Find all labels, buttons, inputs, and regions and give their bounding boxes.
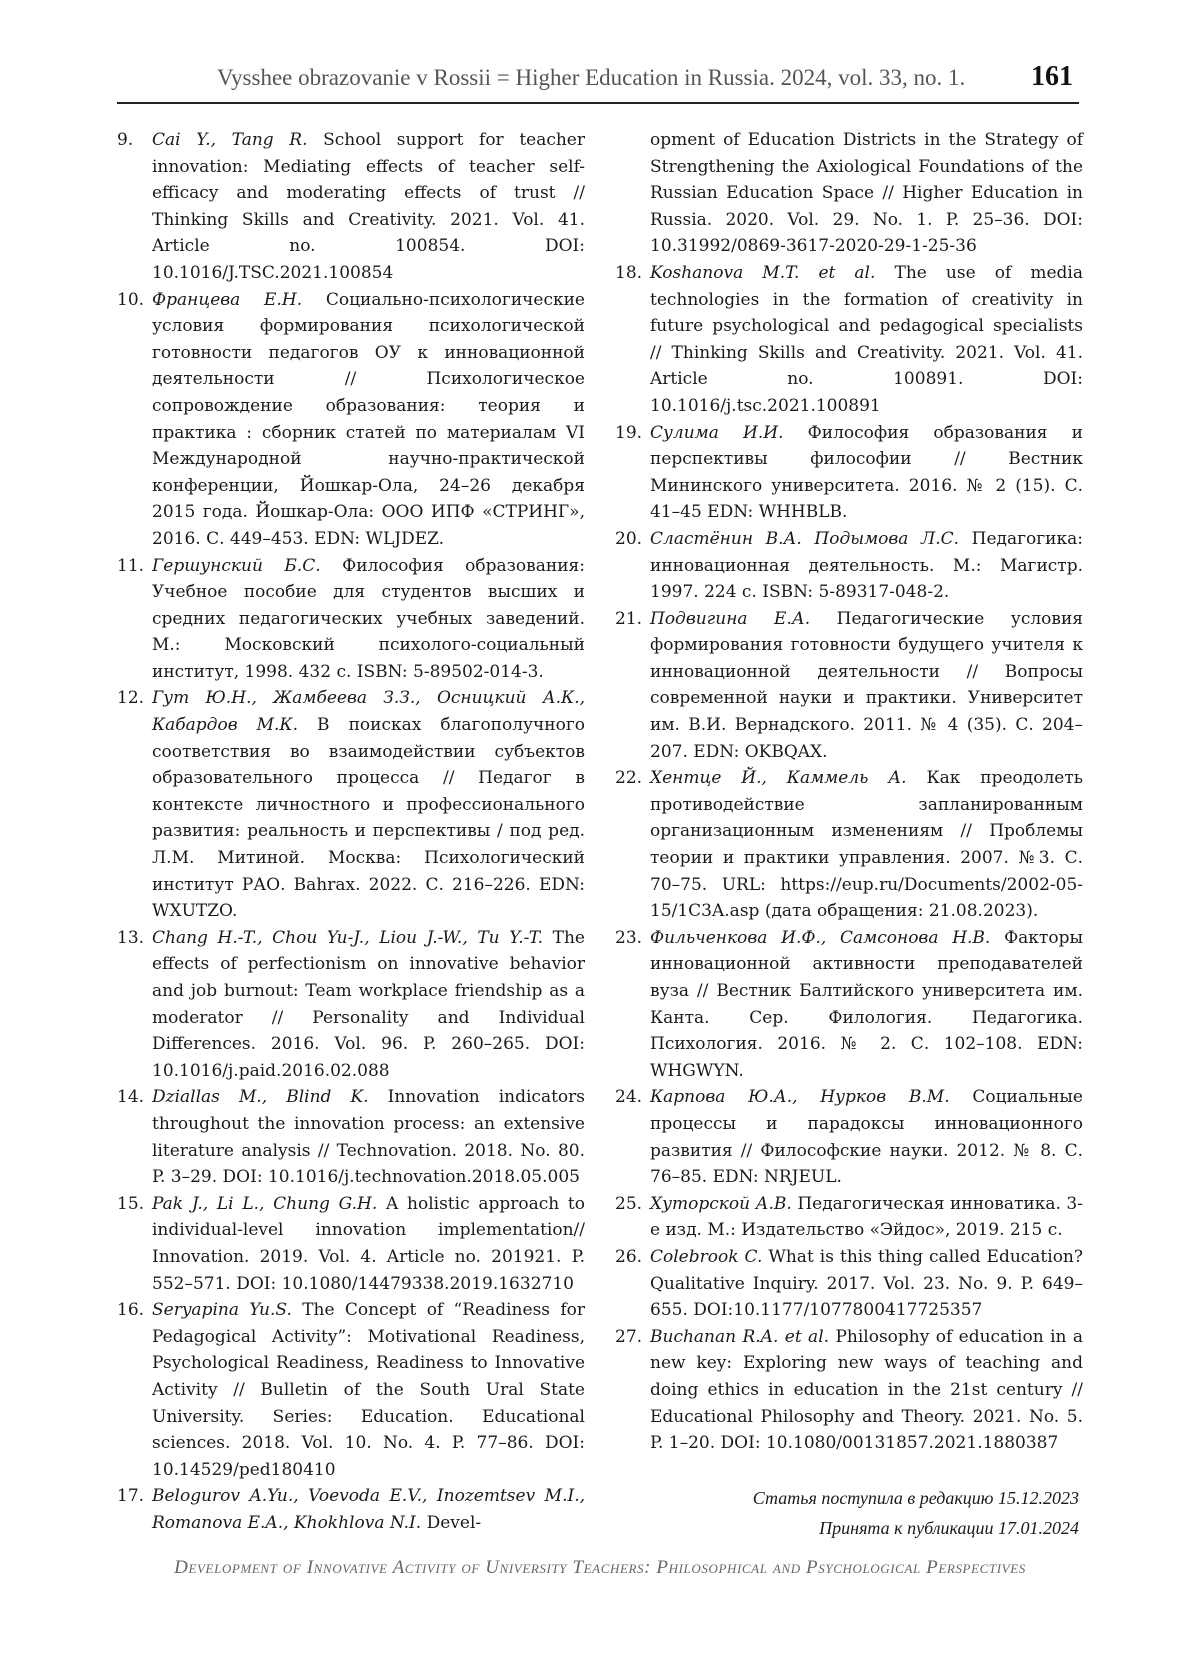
reference-authors: Фильченкова И.Ф., Самсонова Н.В. — [650, 927, 991, 948]
reference-authors: Belogurov A.Yu., Voevoda E.V., Inozemtsev M.I., Romanova E.A., Khokhlova N.I. — [152, 1486, 585, 1533]
reference-number: 13. — [117, 927, 145, 948]
reference-item — [615, 925, 1083, 1085]
reference-number: 18. — [615, 262, 643, 283]
reference-authors: Подвигина Е.А. — [650, 608, 811, 629]
reference-text: Как преодолеть противодействие запланированным организационным изменениям // Проблемы теории и практики управления. 2007. №3. С. 70–75. URL: https://eup.ru/Documents/2002-05-15/1C3A.asp (дата обращения: 21.08.2023). — [650, 768, 1083, 922]
reference-authors: Францева Е.Н. — [152, 289, 303, 310]
reference-authors: Сластёнин В.А. Подымова Л.С. — [650, 528, 960, 549]
reference-authors: Сулима И.И. — [650, 422, 784, 443]
reference-text: School support for teacher innovation: Mediating effects of teacher self-efficacy and moderating effects of trust // Thinking Skills and Creativity. 2021. Vol. 41. Article no. 100854. DOI: 10.1016/J.TSC.2021.100854 — [152, 130, 585, 283]
reference-number: 14. — [117, 1087, 145, 1108]
journal-title: Vysshee obrazovanie v Rossii = Higher Education in Russia. 2024, vol. 33, no. 1. — [217, 65, 966, 90]
reference-number: 15. — [117, 1193, 145, 1214]
reference-item — [615, 420, 1083, 526]
reference-continuation: opment of Education Districts in the Strategy of Strengthening the Axiological Foundations of the Russian Education Space // Higher Education in Russia. 2020. Vol. 29. No. 1. P. 25–36. DOI: 10.31992/0869-3617-2020-29-1-25-36 — [650, 130, 1083, 257]
reference-item — [615, 765, 1083, 925]
reference-item — [117, 925, 585, 1085]
reference-number: 12. — [117, 688, 145, 709]
reference-authors: Хуторской А.В. — [650, 1193, 792, 1214]
reference-text: Социальные процессы и парадоксы инновационного развития // Философские науки. 2012. № 8. С. 76–85. EDN: NRJEUL. — [650, 1087, 1083, 1188]
reference-item — [117, 287, 585, 553]
reference-item — [117, 1084, 585, 1190]
reference-text: В поисках благополучного соответствия во взаимодействии субъектов образовательного процесса // Педагог в контексте личностного и профессионального развития: реальность и перспективы / под ред. Л.М. Митиной. Москва: Психологический институт РАО. Bahrax. 2022. С. 216–226. EDN: WXUTZO. — [152, 715, 585, 922]
running-footer: Development of Innovative Activity of University Teachers: Philosophical and Psychological Perspectives — [174, 1557, 1026, 1578]
reference-text: Педагогика: инновационная деятельность. М.: Магистр. 1997. 224 с. ISBN: 5-89317-048-2. — [650, 528, 1083, 603]
references-left-column — [117, 127, 585, 1536]
reference-text: A holistic approach to individual-level innovation implementation// Innovation. 2019. Vol. 4. Article no. 201921. P. 552–571. DOI: 10.1080/14479338.2019.1632710 — [152, 1193, 585, 1294]
reference-text: The Concept of “Readiness for Pedagogical Activity”: Motivational Readiness, Psychological Readiness, Readiness to Innovative Activity // Bulletin of the South Ural State University. Series: Education. Educational sciences. 2018. Vol. 10. No. 4. P. 77–86. DOI: 10.14529/ped180410 — [152, 1300, 586, 1480]
reference-number: 23. — [615, 927, 643, 948]
reference-authors: Chang H.-T., Chou Yu-J., Liou J.-W., Tu Y.-T. — [152, 927, 544, 948]
reference-number: 25. — [615, 1193, 643, 1214]
reference-item — [615, 1244, 1083, 1324]
reference-item — [117, 1191, 585, 1297]
reference-number: 19. — [615, 422, 643, 443]
page-number: 161 — [1031, 61, 1073, 92]
reference-item — [117, 553, 585, 686]
reference-authors: Dziallas M., Blind K. — [152, 1087, 369, 1108]
reference-text: Philosophy of education in a new key: Exploring new ways of teaching and doing ethics in education in the 21st century // Educational Philosophy and Theory. 2021. No. 5. P. 1–20. DOI: 10.1080/00131857.2021.1880387 — [650, 1326, 1083, 1454]
reference-number: 24. — [615, 1087, 643, 1108]
reference-text: The effects of perfectionism on innovative behavior and job burnout: Team workplace friendship as a moderator // Personality and Individual Differences. 2016. Vol. 96. P. 260–265. DOI: 10.1016/j.paid.2016.02.088 — [152, 927, 585, 1081]
reference-text: Социально-психологические условия формирования психологической готовности педагогов ОУ к инновационной деятельности // Психологическое сопровождение образования: теория и практика : сборник статей по материалам VI Международной научно-практической конференции, Йошкар-Ола, 24–26 декабря 2015 года. Йошкар-Ола: ООО ИПФ «СТРИНГ», 2016. С. 449–453. EDN: WLJDEZ. — [152, 289, 585, 549]
reference-number: 9. — [117, 130, 134, 150]
reference-text: The use of media technologies in the formation of creativity in future psychological and pedagogical specialists // Thinking Skills and Creativity. 2021. Vol. 41. Article no. 100891. DOI: 10.1016/j.tsc.2021.100891 — [650, 262, 1084, 416]
reference-item — [615, 260, 1083, 420]
reference-number: 17. — [117, 1486, 145, 1507]
reference-text: Педагогическая инноватика. 3-е изд. М.: Издательство «Эйдос», 2019. 215 с. — [650, 1193, 1083, 1241]
reference-authors: Koshanova M.T. et al. — [650, 262, 876, 283]
reference-item — [615, 526, 1083, 606]
reference-text: Innovation indicators throughout the innovation process: an extensive literature analysis // Technovation. 2018. No. 80. P. 3–29. DOI: 10.1016/j.technovation.2018.05.005 — [152, 1087, 586, 1188]
reference-number: 11. — [117, 555, 145, 576]
reference-authors: Cai Y., Tang R. — [152, 130, 308, 150]
reference-number: 27. — [615, 1326, 643, 1347]
reference-text: Devel- — [421, 1512, 482, 1533]
received-dates — [753, 1483, 1079, 1543]
running-header — [117, 58, 1079, 104]
reference-number: 10. — [117, 289, 145, 310]
accepted-date: Принята к публикации 17.01.2024 — [819, 1518, 1079, 1538]
reference-authors: Карпова Ю.А., Нурков В.М. — [650, 1087, 950, 1108]
reference-item — [117, 685, 585, 924]
reference-authors: Хентце Й., Каммель А. — [650, 768, 907, 789]
reference-text: Факторы инновационной активности преподавателей вуза // Вестник Балтийского университета им. Канта. Сер. Филология. Педагогика. Психология. 2016. № 2. С. 102–108. EDN: WHGWYN. — [650, 927, 1083, 1081]
reference-authors: Гут Ю.Н., Жамбеева З.З., Осницкий А.К., Кабардов М.К. — [152, 688, 585, 736]
reference-item — [117, 1483, 585, 1536]
reference-text: Педагогические условия формирования готовности будущего учителя к инновационной деятельности // Вопросы современной науки и практики. Университет им. В.И. Вернадского. 2011. № 4 (35). С. 204–207. EDN: OKBQAX. — [650, 608, 1084, 762]
reference-authors: Pak J., Li L., Chung G.H. — [152, 1193, 378, 1214]
submitted-date: Статья поступила в редакцию 15.12.2023 — [752, 1488, 1079, 1508]
reference-authors: Гершунский Б.С. — [152, 555, 321, 576]
reference-item — [117, 1297, 585, 1483]
reference-number: 22. — [615, 768, 643, 789]
reference-item — [615, 606, 1083, 766]
reference-item — [615, 1324, 1083, 1457]
reference-authors: Buchanan R.A. et al. — [650, 1326, 830, 1347]
reference-item — [117, 127, 585, 287]
reference-text: Философия образования: Учебное пособие для студентов высших и средних педагогических учебных заведений. М.: Московский психолого-социальный институт, 1998. 432 с. ISBN: 5-89502-014-3. — [152, 555, 585, 682]
reference-authors: Colebrook C. — [650, 1246, 763, 1267]
reference-authors: Seryapina Yu.S. — [152, 1300, 292, 1321]
reference-text: Философия образования и перспективы философии // Вестник Мининского университета. 2016. № 2 (15). С. 41–45 EDN: WHHBLB. — [650, 422, 1083, 523]
references-right-column — [615, 127, 1083, 1457]
reference-number: 26. — [615, 1246, 643, 1267]
reference-number: 21. — [615, 608, 643, 629]
reference-item — [615, 1191, 1083, 1244]
reference-text: What is this thing called Education? Qualitative Inquiry. 2017. Vol. 23. No. 9. P. 649–655. DOI:10.1177/1077800417725357 — [650, 1246, 1083, 1321]
reference-number: 16. — [117, 1300, 145, 1321]
reference-number: 20. — [615, 528, 643, 549]
reference-item — [615, 1084, 1083, 1190]
